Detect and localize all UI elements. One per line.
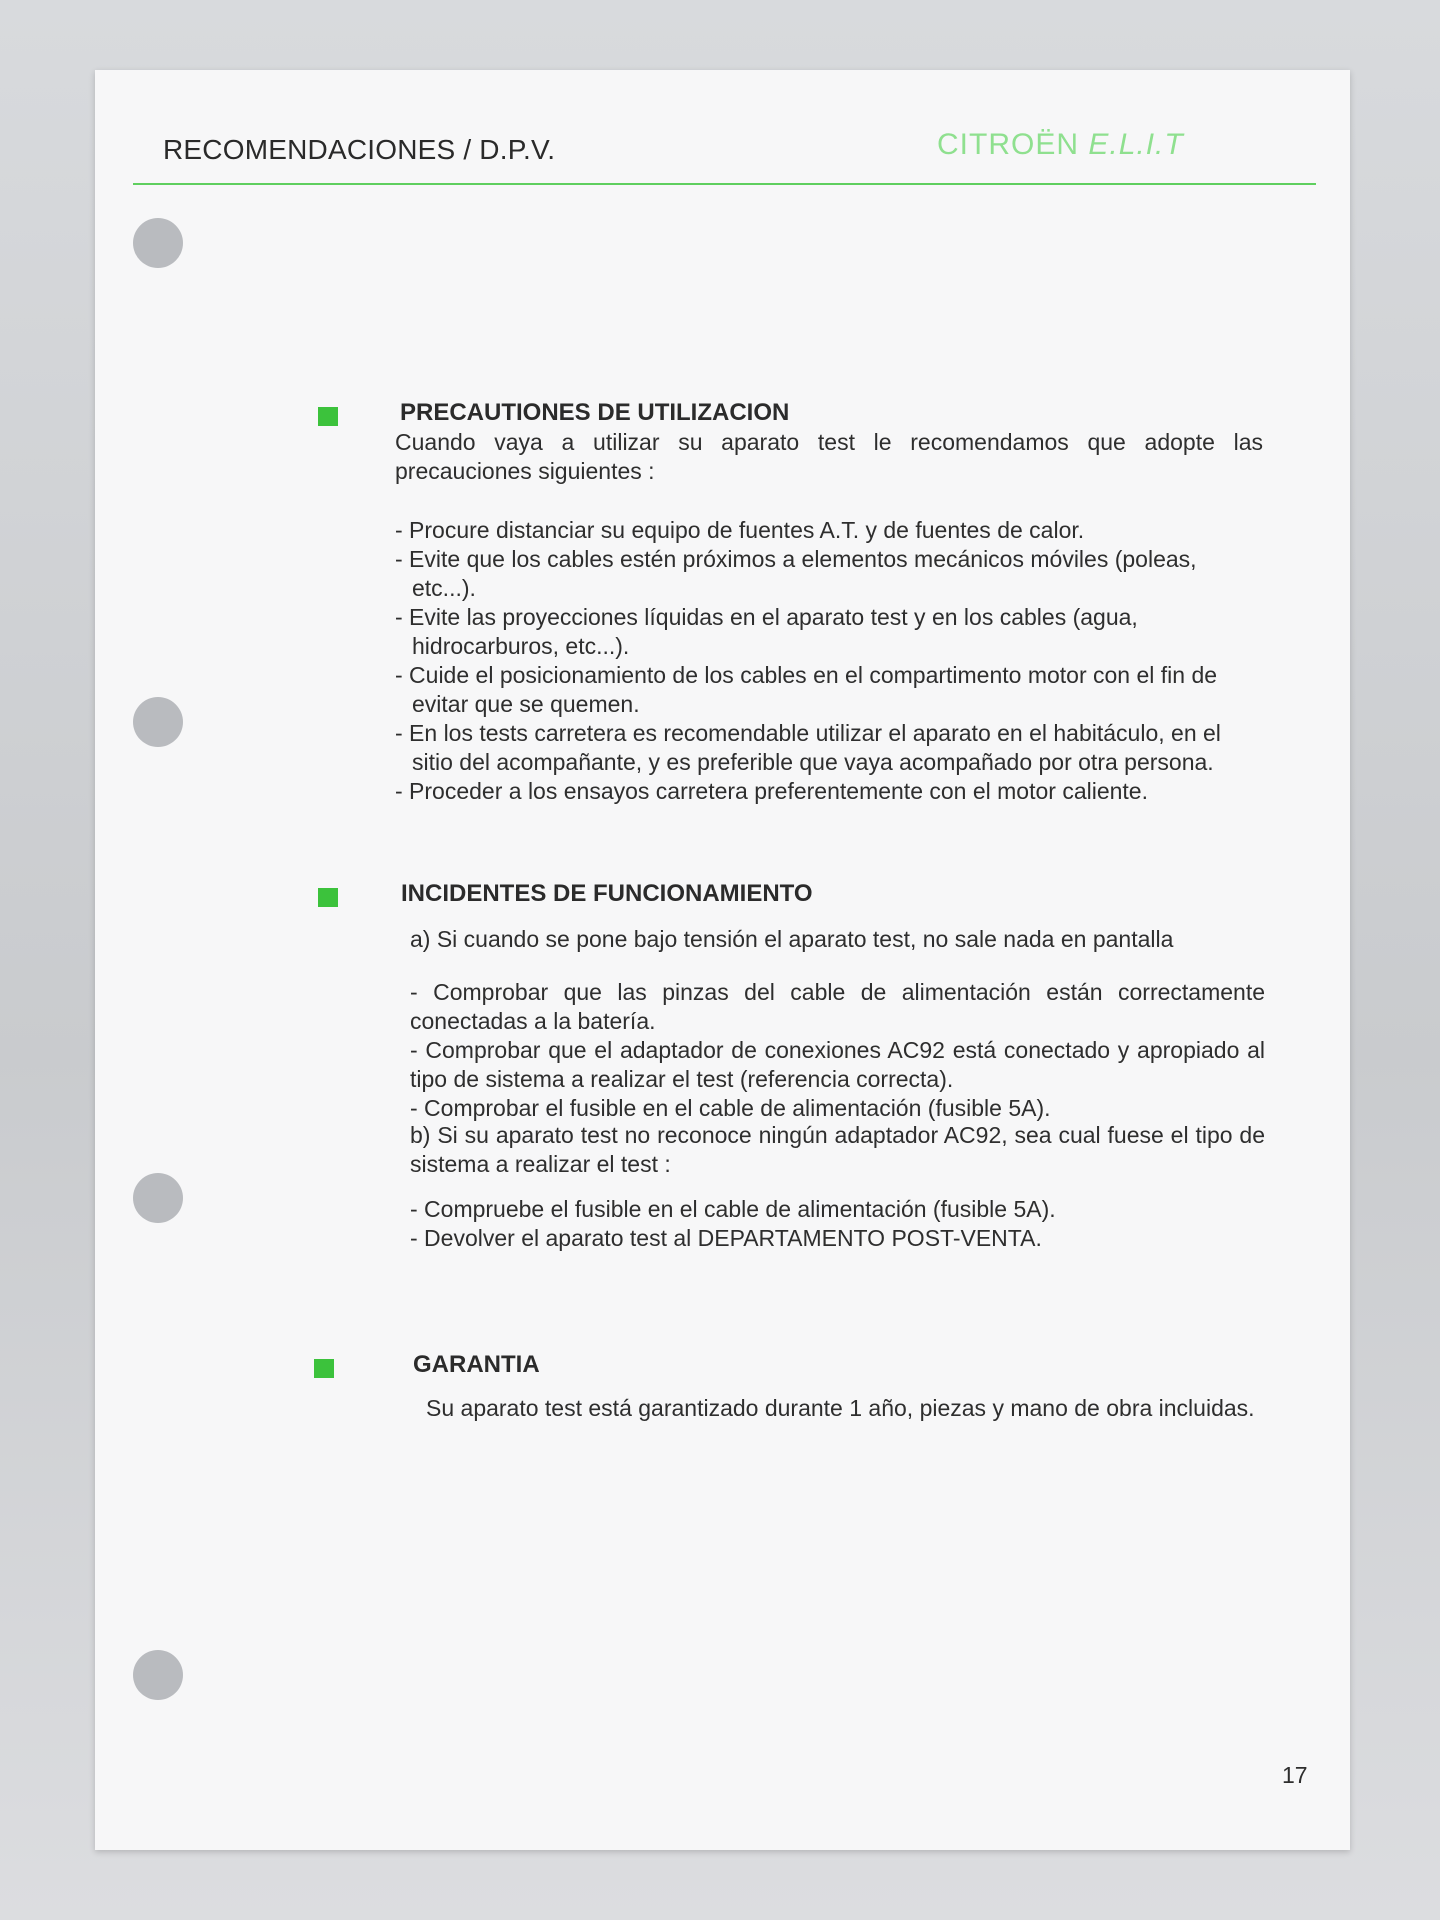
header-divider (133, 183, 1316, 185)
list-item: - Comprobar el fusible en el cable de alimentación (fusible 5A). (410, 1095, 1051, 1121)
header-title: RECOMENDACIONES / D.P.V. (163, 134, 556, 165)
section-title-warranty: GARANTIA (413, 1351, 540, 1378)
page-number: 17 (1282, 1762, 1308, 1788)
list-item: - Devolver el aparato test al DEPARTAMENTO POST-VENTA. (410, 1225, 1042, 1251)
list-item: - Cuide el posicionamiento de los cables en el compartimento motor con el fin de evitar que se quemen. (395, 662, 1218, 717)
list-item: - Comprobar que el adaptador de conexiones AC92 está conectado y apropiado al tipo de sistema a realizar el test (referencia correcta). (410, 1037, 1265, 1092)
punch-hole (133, 1173, 183, 1223)
list-item: - Procure distanciar su equipo de fuentes A.T. y de fuentes de calor. (395, 517, 1085, 543)
brand-logo (937, 128, 1184, 162)
punch-hole (133, 218, 183, 268)
document-page (95, 70, 1350, 1850)
precautions-intro: Cuando vaya a utilizar su aparato test le recomendamos que adopte las precauciones siguientes : (395, 429, 1263, 484)
precautions-list (395, 516, 1245, 806)
case-b-list (410, 1195, 1265, 1253)
punch-hole (133, 697, 183, 747)
case-a-list (410, 978, 1265, 1123)
incident-case-b: b) Si su aparato test no reconoce ningún adaptador AC92, sea cual fuese el tipo de sistema a realizar el test : (410, 1122, 1265, 1177)
green-square-bullet-icon (318, 888, 338, 907)
warranty-text: Su aparato test está garantizado durante 1 año, piezas y mano de obra incluidas. (426, 1395, 1255, 1421)
list-item: - Compruebe el fusible en el cable de alimentación (fusible 5A). (410, 1196, 1056, 1222)
list-item: - Evite que los cables estén próximos a elementos mecánicos móviles (poleas, etc...). (395, 546, 1197, 601)
incident-case-a: a) Si cuando se pone bajo tensión el aparato test, no sale nada en pantalla (410, 926, 1174, 952)
punch-hole (133, 1650, 183, 1700)
brand-suffix: E.L.I.T (1088, 128, 1184, 161)
list-item: - Proceder a los ensayos carretera preferentemente con el motor caliente. (395, 778, 1148, 804)
section-title-incidents: INCIDENTES DE FUNCIONAMIENTO (401, 880, 813, 907)
list-item: - Evite las proyecciones líquidas en el aparato test y en los cables (agua, hidrocarburos, etc...). (395, 604, 1138, 659)
brand-name: CITROËN (937, 128, 1079, 161)
green-square-bullet-icon (314, 1359, 334, 1378)
list-item: - Comprobar que las pinzas del cable de alimentación están correctamente conectadas a la batería. (410, 979, 1265, 1034)
green-square-bullet-icon (318, 407, 338, 426)
list-item: - En los tests carretera es recomendable utilizar el aparato en el habitáculo, en el sitio del acompañante, y es preferible que vaya acompañado por otra persona. (395, 720, 1221, 775)
section-title-precautions: PRECAUTIONES DE UTILIZACION (400, 399, 790, 426)
